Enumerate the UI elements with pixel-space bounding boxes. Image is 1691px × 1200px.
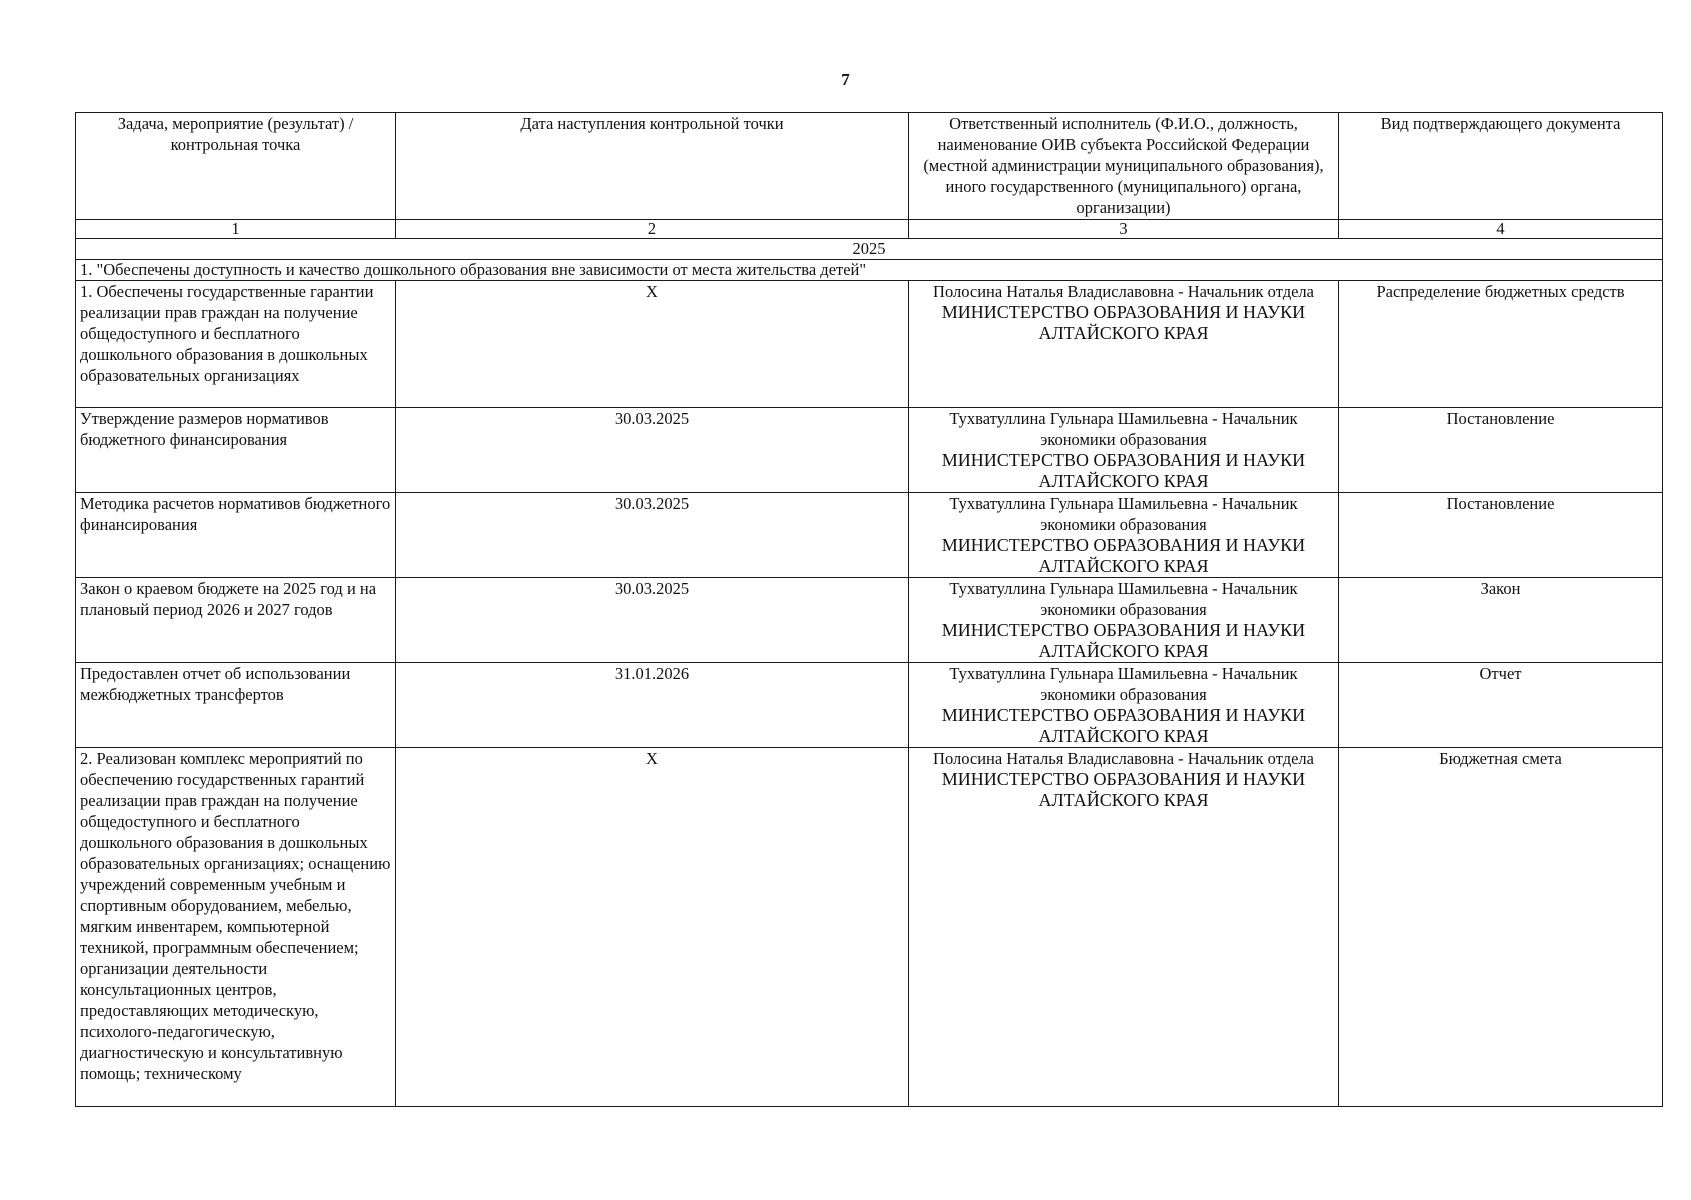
table-row — [76, 748, 1663, 1107]
table-row — [76, 663, 1663, 748]
date-cell: 30.03.2025 — [396, 408, 909, 493]
responsible-org: МИНИСТЕРСТВО ОБРАЗОВАНИЯ И НАУКИ АЛТАЙСКОГО КРАЯ — [941, 705, 1306, 746]
responsible-person: Тухватуллина Гульнара Шамильевна - Начальник экономики образования — [949, 409, 1298, 449]
date-cell: X — [396, 281, 909, 408]
date-cell: 30.03.2025 — [396, 493, 909, 578]
table-row — [76, 493, 1663, 578]
table-row — [76, 578, 1663, 663]
header-document: Вид подтверждающего документа — [1339, 113, 1663, 220]
document-cell: Бюджетная смета — [1339, 748, 1663, 1107]
column-number: 1 — [76, 220, 396, 239]
header-task: Задача, мероприятие (результат) / контрольная точка — [76, 113, 396, 220]
control-points-table — [75, 112, 1663, 1107]
responsible-cell — [909, 408, 1339, 493]
responsible-cell — [909, 748, 1339, 1107]
section-title: 1. "Обеспечены доступность и качество дошкольного образования вне зависимости от места жительства детей" — [76, 260, 1663, 281]
responsible-person: Тухватуллина Гульнара Шамильевна - Начальник экономики образования — [949, 664, 1298, 704]
header-row — [76, 113, 1663, 220]
year-row — [76, 239, 1663, 260]
responsible-person: Полосина Наталья Владиславовна - Начальник отдела — [933, 749, 1314, 768]
task-cell: 1. Обеспечены государственные гарантии реализации прав граждан на получение общедоступного и бесплатного дошкольного образования в дошкольных образовательных организациях — [76, 281, 396, 408]
document-cell: Распределение бюджетных средств — [1339, 281, 1663, 408]
year-cell: 2025 — [76, 239, 1663, 260]
task-cell: Предоставлен отчет об использовании межбюджетных трансфертов — [76, 663, 396, 748]
task-cell: Закон о краевом бюджете на 2025 год и на плановый период 2026 и 2027 годов — [76, 578, 396, 663]
responsible-person: Полосина Наталья Владиславовна - Начальник отдела — [933, 282, 1314, 301]
responsible-person: Тухватуллина Гульнара Шамильевна - Начальник экономики образования — [949, 494, 1298, 534]
responsible-cell — [909, 493, 1339, 578]
task-cell: 2. Реализован комплекс мероприятий по обеспечению государственных гарантий реализации прав граждан на получение общедоступного и бесплатного дошкольного образования в дошкольных образовательных организациях; оснащению учреждений современным учебным и спортивным оборудованием, мебелью, мягким инвентарем, компьютерной техникой, программным обеспечением; организации деятельности консультационных центров, предоставляющих методическую, психолого-педагогическую, диагностическую и консультативную помощь; техническому — [76, 748, 396, 1107]
date-cell: 31.01.2026 — [396, 663, 909, 748]
column-number: 2 — [396, 220, 909, 239]
responsible-org: МИНИСТЕРСТВО ОБРАЗОВАНИЯ И НАУКИ АЛТАЙСКОГО КРАЯ — [941, 302, 1306, 343]
header-date: Дата наступления контрольной точки — [396, 113, 909, 220]
section-row — [76, 260, 1663, 281]
responsible-org: МИНИСТЕРСТВО ОБРАЗОВАНИЯ И НАУКИ АЛТАЙСКОГО КРАЯ — [941, 450, 1306, 491]
document-cell: Постановление — [1339, 493, 1663, 578]
document-cell: Отчет — [1339, 663, 1663, 748]
header-responsible: Ответственный исполнитель (Ф.И.О., должность, наименование ОИВ субъекта Российской Федерации (местной администрации муниципального образования), иного государственного (муниципального) органа, организации) — [909, 113, 1339, 220]
column-number-row — [76, 220, 1663, 239]
table-row — [76, 281, 1663, 408]
task-cell: Утверждение размеров нормативов бюджетного финансирования — [76, 408, 396, 493]
responsible-org: МИНИСТЕРСТВО ОБРАЗОВАНИЯ И НАУКИ АЛТАЙСКОГО КРАЯ — [941, 620, 1306, 661]
responsible-cell — [909, 281, 1339, 408]
responsible-org: МИНИСТЕРСТВО ОБРАЗОВАНИЯ И НАУКИ АЛТАЙСКОГО КРАЯ — [941, 769, 1306, 810]
date-cell: X — [396, 748, 909, 1107]
responsible-cell — [909, 578, 1339, 663]
document-cell: Постановление — [1339, 408, 1663, 493]
responsible-org: МИНИСТЕРСТВО ОБРАЗОВАНИЯ И НАУКИ АЛТАЙСКОГО КРАЯ — [941, 535, 1306, 576]
column-number: 4 — [1339, 220, 1663, 239]
page-number: 7 — [841, 70, 850, 89]
column-number: 3 — [909, 220, 1339, 239]
date-cell: 30.03.2025 — [396, 578, 909, 663]
table-row — [76, 408, 1663, 493]
document-cell: Закон — [1339, 578, 1663, 663]
responsible-cell — [909, 663, 1339, 748]
responsible-person: Тухватуллина Гульнара Шамильевна - Начальник экономики образования — [949, 579, 1298, 619]
task-cell: Методика расчетов нормативов бюджетного финансирования — [76, 493, 396, 578]
